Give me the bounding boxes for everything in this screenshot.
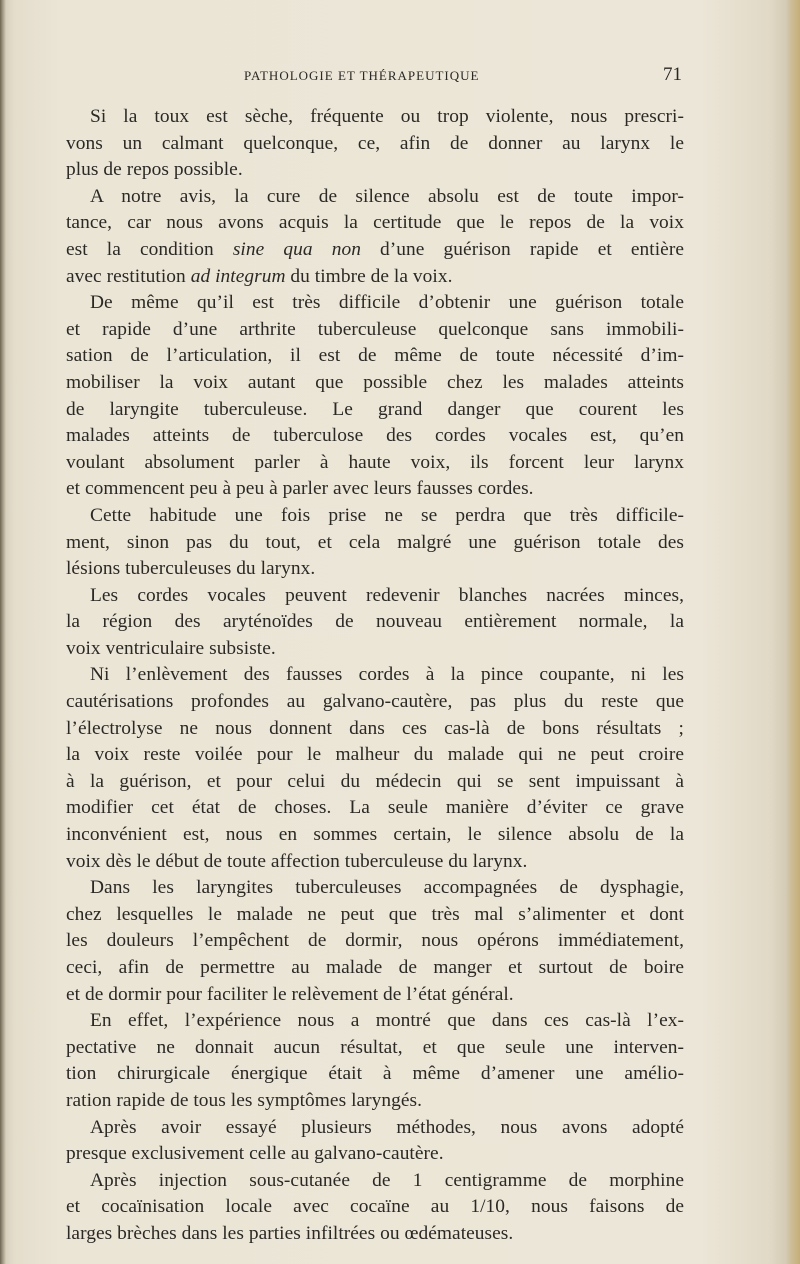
- text-line: A notre avis, la cure de silence absolu est de toute impor-: [90, 185, 684, 207]
- text-line: tion chirurgicale énergique était à même d’amener une amélio-: [66, 1063, 684, 1085]
- text-line: inconvénient est, nous en sommes certain, le silence absolu de la: [66, 824, 684, 846]
- body-text: [66, 104, 684, 1248]
- text-line: ration rapide de tous les symptômes laryngés.: [66, 1089, 423, 1111]
- text-line: tance, car nous avons acquis la certitude que le repos de la voix: [66, 212, 684, 234]
- text-line: les douleurs l’empêchent de dormir, nous opérons immédiatement,: [66, 930, 684, 952]
- page-edge-stain: [786, 0, 800, 1264]
- text-line: l’électrolyse ne nous donnent dans ces cas-là de bons résultats ;: [66, 717, 684, 739]
- text-line: ment, sinon pas du tout, et cela malgré une guérison totale des: [66, 531, 684, 553]
- text-line: et cocaïnisation locale avec cocaïne au 1/10, nous faisons de: [66, 1196, 684, 1218]
- text-line: de laryngite tuberculeuse. Le grand danger que courent les: [66, 398, 684, 420]
- text-line: et rapide d’une arthrite tuberculeuse quelconque sans immobili-: [66, 318, 684, 340]
- text-line: presque exclusivement celle au galvano-cautère.: [66, 1143, 444, 1165]
- text-line: pectative ne donnait aucun résultat, et que seule une interven-: [66, 1036, 684, 1058]
- text-line: malades atteints de tuberculose des cordes vocales est, qu’en: [66, 425, 684, 447]
- text-line: Après avoir essayé plusieurs méthodes, nous avons adopté: [90, 1116, 684, 1138]
- text-line: et commencent peu à peu à parler avec leurs fausses cordes.: [66, 478, 534, 500]
- text-line: vons un calmant quelconque, ce, afin de donner au larynx le: [66, 132, 684, 154]
- text-line: Ni l’enlèvement des fausses cordes à la pince coupante, ni les: [90, 664, 684, 686]
- text-fragment: du timbre de la voix.: [290, 265, 453, 287]
- text-fragment: est la condition: [66, 238, 214, 260]
- page-number: 71: [663, 64, 682, 85]
- text-line: Dans les laryngites tuberculeuses accompagnées de dysphagie,: [90, 877, 684, 899]
- text-line: [66, 264, 684, 291]
- page-gutter-shadow: [0, 0, 6, 1264]
- text-line: [66, 237, 684, 264]
- text-line: Les cordes vocales peuvent redevenir blanches nacrées minces,: [90, 584, 684, 606]
- latin-phrase: sine qua non: [232, 238, 361, 260]
- page-header: [78, 64, 686, 90]
- text-line: ceci, afin de permettre au malade de manger et surtout de boire: [66, 957, 684, 978]
- text-line: cautérisations profondes au galvano-cautère, pas plus du reste que: [66, 691, 684, 713]
- text-fragment: d’une guérison rapide et entière: [380, 238, 684, 260]
- text-line: Si la toux est sèche, fréquente ou trop violente, nous prescri-: [90, 106, 684, 127]
- text-line: voix dès le début de toute affection tuberculeuse du larynx.: [66, 850, 528, 872]
- text-line: sation de l’articulation, il est de même de toute nécessité d’im-: [66, 345, 684, 367]
- text-line: modifier cet état de choses. La seule manière d’éviter ce grave: [66, 797, 684, 819]
- text-line: et de dormir pour faciliter le relèvement de l’état général.: [66, 983, 514, 1005]
- text-line: Cette habitude une fois prise ne se perdra que très difficile-: [90, 504, 684, 526]
- text-line: larges brèches dans les parties infiltrées ou œdémateuses.: [66, 1222, 514, 1244]
- text-line: lésions tuberculeuses du larynx.: [66, 558, 316, 580]
- text-line: plus de repos possible.: [66, 159, 243, 181]
- text-line: la région des aryténoïdes de nouveau entièrement normale, la: [66, 611, 684, 633]
- running-head: PATHOLOGIE ET THÉRAPEUTIQUE: [244, 68, 480, 83]
- text-line: chez lesquelles le malade ne peut que très mal s’alimenter et dont: [66, 903, 684, 925]
- text-line: à la guérison, et pour celui du médecin qui se sent impuissant à: [66, 770, 684, 792]
- text-line: De même qu’il est très difficile d’obtenir une guérison totale: [90, 292, 684, 314]
- latin-phrase: ad integrum: [190, 265, 286, 287]
- text-fragment: avec restitution: [66, 265, 186, 287]
- text-line: la voix reste voilée pour le malheur du malade qui ne peut croire: [66, 744, 684, 766]
- text-line: voulant absolument parler à haute voix, ils forcent leur larynx: [66, 451, 684, 473]
- text-line: Après injection sous-cutanée de 1 centigramme de morphine: [90, 1169, 684, 1191]
- text-line: En effet, l’expérience nous a montré que dans ces cas-là l’ex-: [90, 1010, 684, 1032]
- text-line: voix ventriculaire subsiste.: [66, 637, 276, 659]
- text-line: mobiliser la voix autant que possible chez les malades atteints: [66, 371, 684, 393]
